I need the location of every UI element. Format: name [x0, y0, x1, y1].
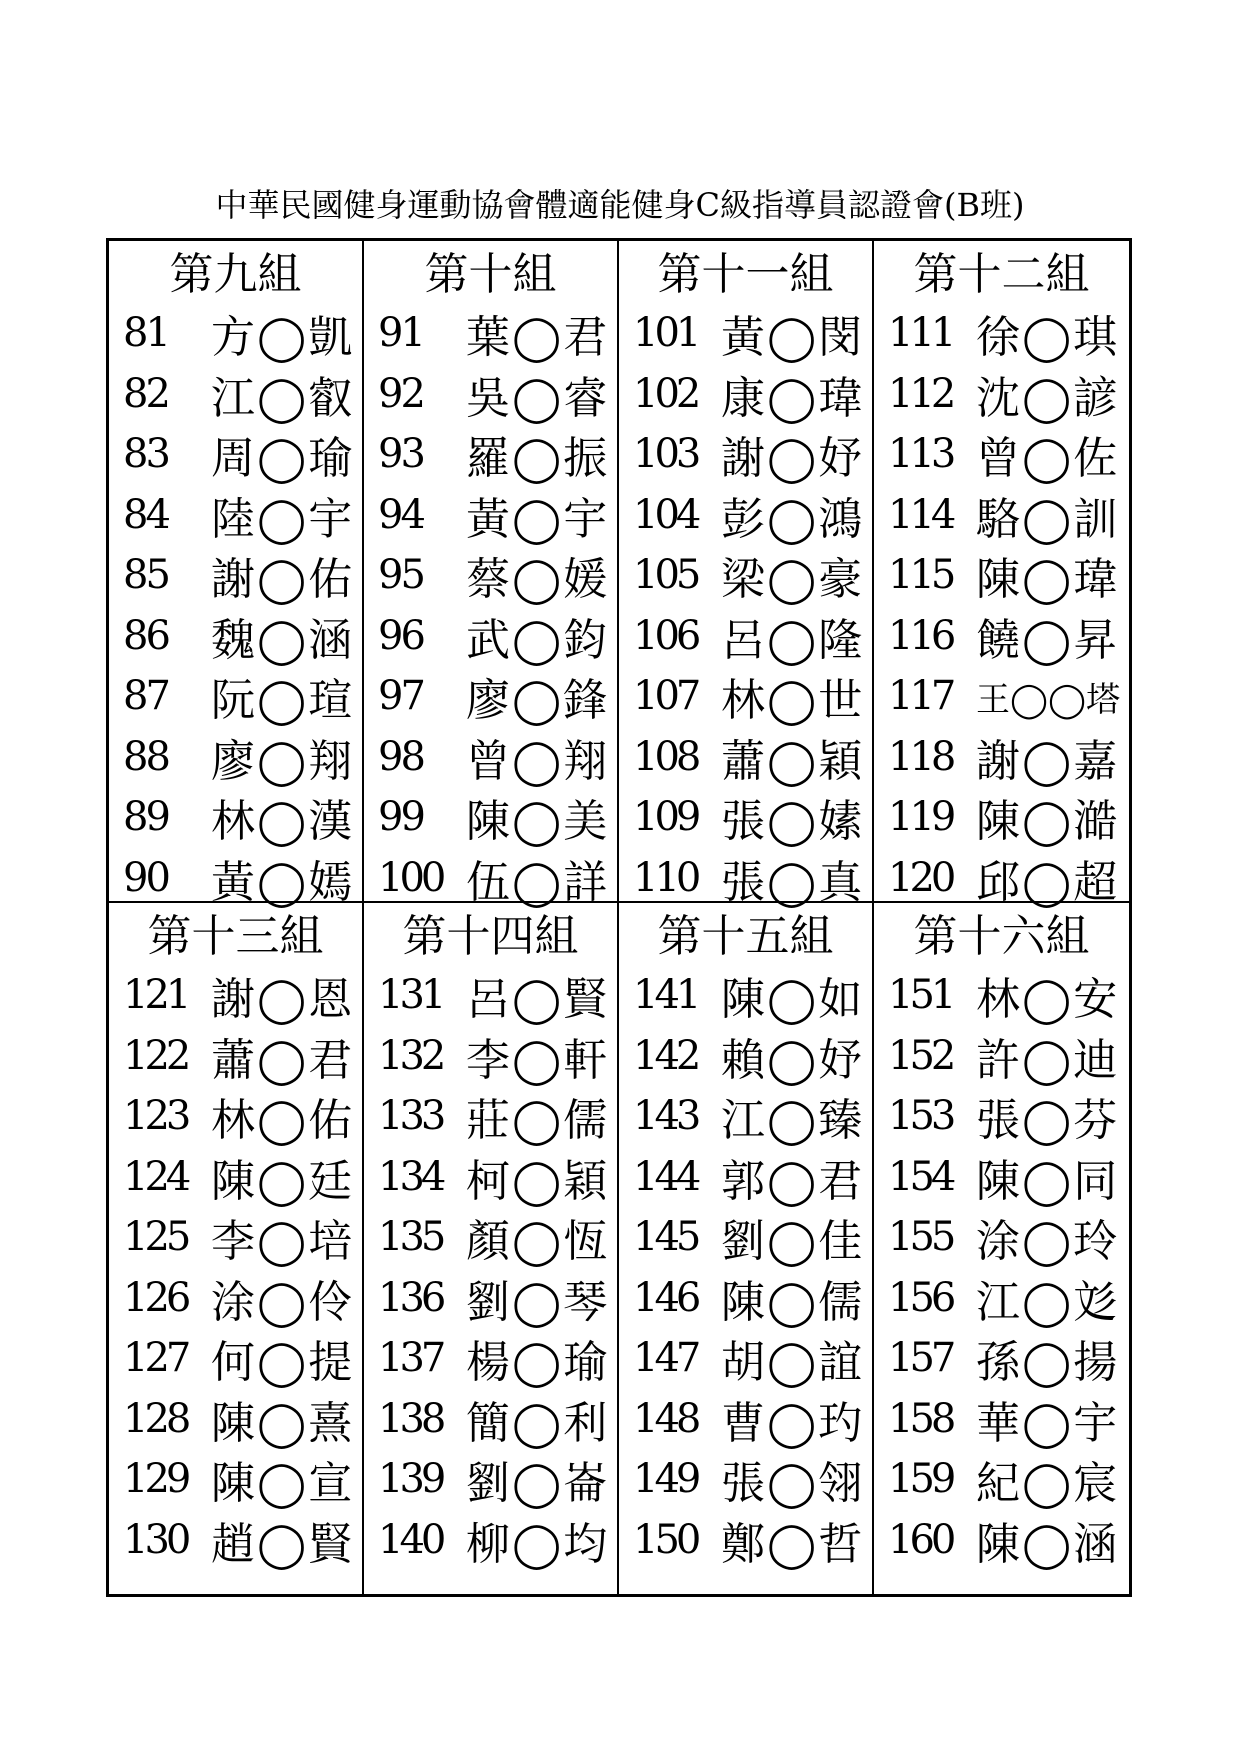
member-number: 155 — [888, 1214, 953, 1261]
member-name: 陳◯如 — [721, 974, 865, 1026]
group-cell — [619, 903, 874, 1594]
member-row — [364, 424, 617, 485]
member-name: 彭◯鴻 — [721, 493, 865, 545]
member-number: 127 — [123, 1335, 188, 1382]
group-cell — [364, 241, 619, 908]
member-name: 羅◯振 — [466, 433, 610, 485]
member-number: 117 — [888, 673, 953, 720]
member-row — [364, 606, 617, 667]
member-name: 蔡◯媛 — [466, 554, 610, 606]
member-number: 115 — [888, 552, 953, 599]
member-number: 133 — [378, 1093, 443, 1140]
member-name: 何◯提 — [211, 1337, 355, 1389]
member-row — [364, 1026, 617, 1087]
member-number: 126 — [123, 1274, 188, 1321]
member-row — [619, 666, 872, 727]
member-row — [364, 1207, 617, 1268]
member-number: 160 — [888, 1516, 953, 1563]
member-number: 92 — [378, 370, 423, 417]
member-name: 林◯世 — [721, 675, 865, 727]
group-title: 第十四組 — [402, 911, 579, 962]
member-name: 莊◯儒 — [466, 1095, 610, 1147]
member-number: 135 — [378, 1214, 443, 1261]
member-row — [364, 1086, 617, 1147]
member-row — [364, 1449, 617, 1510]
member-row — [109, 965, 362, 1026]
member-name: 張◯芬 — [976, 1095, 1120, 1147]
member-number: 109 — [633, 794, 698, 841]
member-name: 魏◯涵 — [211, 614, 355, 666]
member-number: 118 — [888, 733, 953, 780]
member-row — [619, 1449, 872, 1510]
member-row — [874, 1328, 1129, 1389]
member-row — [619, 965, 872, 1026]
member-number: 136 — [378, 1274, 443, 1321]
member-number: 156 — [888, 1274, 953, 1321]
group-cell — [619, 241, 874, 908]
member-name: 曾◯佐 — [976, 433, 1120, 485]
member-name: 鄭◯哲 — [721, 1518, 865, 1570]
member-number: 99 — [378, 794, 423, 841]
member-name: 柯◯穎 — [466, 1155, 610, 1207]
group-table — [106, 238, 1132, 1597]
member-row — [364, 364, 617, 425]
member-row — [109, 848, 362, 909]
member-number: 91 — [378, 310, 423, 357]
member-number: 104 — [633, 491, 698, 538]
member-name: 賴◯妤 — [721, 1034, 865, 1086]
group-cell — [874, 903, 1129, 1594]
member-row — [364, 727, 617, 788]
group-title: 第十六組 — [913, 911, 1090, 962]
member-name: 陳◯同 — [976, 1155, 1120, 1207]
member-number: 128 — [123, 1395, 188, 1442]
member-number: 97 — [378, 673, 423, 720]
member-name: 曾◯翔 — [466, 735, 610, 787]
member-name: 周◯瑜 — [211, 433, 355, 485]
member-name: 方◯凱 — [211, 312, 355, 364]
member-name: 林◯漢 — [211, 796, 355, 848]
member-number: 153 — [888, 1093, 953, 1140]
member-number: 98 — [378, 733, 423, 780]
member-number: 122 — [123, 1032, 188, 1079]
member-name: 葉◯君 — [466, 312, 610, 364]
member-number: 134 — [378, 1153, 443, 1200]
member-row — [874, 1086, 1129, 1147]
member-name: 張◯嫊 — [721, 796, 865, 848]
member-name: 趙◯賢 — [211, 1518, 355, 1570]
member-row — [109, 545, 362, 606]
member-row — [109, 485, 362, 546]
member-row — [874, 1389, 1129, 1450]
member-name: 孫◯揚 — [976, 1337, 1120, 1389]
member-name: 謝◯嘉 — [976, 735, 1120, 787]
member-row — [874, 606, 1129, 667]
member-name: 顏◯恆 — [466, 1216, 610, 1268]
member-name: 江◯臻 — [721, 1095, 865, 1147]
member-number: 84 — [123, 491, 168, 538]
member-row — [619, 727, 872, 788]
member-number: 137 — [378, 1335, 443, 1382]
group-cell — [364, 903, 619, 1594]
member-row — [109, 364, 362, 425]
member-row — [364, 545, 617, 606]
member-row — [109, 1207, 362, 1268]
member-row — [109, 1328, 362, 1389]
member-row — [619, 787, 872, 848]
member-name: 紀◯宸 — [976, 1458, 1120, 1510]
member-number: 93 — [378, 431, 423, 478]
member-name: 林◯佑 — [211, 1095, 355, 1147]
member-name: 胡◯誼 — [721, 1337, 865, 1389]
member-row — [364, 485, 617, 546]
member-number: 111 — [888, 310, 953, 357]
member-number: 149 — [633, 1456, 698, 1503]
member-row — [874, 424, 1129, 485]
member-row — [619, 1510, 872, 1571]
member-row — [874, 1026, 1129, 1087]
member-name: 蕭◯穎 — [721, 735, 865, 787]
group-cell — [109, 903, 364, 1594]
member-row — [619, 1268, 872, 1329]
member-row — [619, 545, 872, 606]
member-name: 饒◯昇 — [976, 614, 1120, 666]
member-name: 華◯宇 — [976, 1397, 1120, 1449]
member-name: 李◯培 — [211, 1216, 355, 1268]
member-number: 107 — [633, 673, 698, 720]
member-row — [619, 1086, 872, 1147]
member-number: 143 — [633, 1093, 698, 1140]
member-name: 涂◯玲 — [976, 1216, 1120, 1268]
member-name: 黃◯嫣 — [211, 856, 355, 908]
member-row — [364, 303, 617, 364]
member-number: 113 — [888, 431, 953, 478]
member-name: 陳◯廷 — [211, 1155, 355, 1207]
member-number: 90 — [123, 854, 168, 901]
member-number: 120 — [888, 854, 953, 901]
member-name: 陸◯宇 — [211, 493, 355, 545]
member-row — [109, 1449, 362, 1510]
member-number: 142 — [633, 1032, 698, 1079]
member-number: 87 — [123, 673, 168, 720]
member-row — [109, 303, 362, 364]
member-number: 89 — [123, 794, 168, 841]
member-name: 阮◯瑄 — [211, 675, 355, 727]
member-name: 謝◯恩 — [211, 974, 355, 1026]
member-name: 陳◯美 — [466, 796, 610, 848]
document-title: 中華民國健身運動協會體適能健身C級指導員認證會(B班) — [215, 186, 1025, 224]
member-name: 林◯安 — [976, 974, 1120, 1026]
member-name: 駱◯訓 — [976, 493, 1120, 545]
member-number: 154 — [888, 1153, 953, 1200]
member-name: 伍◯詳 — [466, 856, 610, 908]
member-number: 146 — [633, 1274, 698, 1321]
member-name: 簡◯利 — [466, 1397, 610, 1449]
member-number: 131 — [378, 972, 443, 1019]
member-number: 145 — [633, 1214, 698, 1261]
member-name: 江◯彣 — [976, 1276, 1120, 1328]
member-row — [364, 1510, 617, 1571]
member-number: 150 — [633, 1516, 698, 1563]
member-number: 152 — [888, 1032, 953, 1079]
member-row — [109, 666, 362, 727]
member-number: 141 — [633, 972, 698, 1019]
group-cell — [874, 241, 1129, 908]
member-name: 陳◯瑋 — [976, 554, 1120, 606]
member-row — [874, 1449, 1129, 1510]
member-number: 88 — [123, 733, 168, 780]
member-row — [874, 1207, 1129, 1268]
member-name: 楊◯瑜 — [466, 1337, 610, 1389]
member-number: 82 — [123, 370, 168, 417]
member-row — [619, 364, 872, 425]
member-row — [874, 965, 1129, 1026]
member-name: 陳◯儒 — [721, 1276, 865, 1328]
member-row — [619, 485, 872, 546]
group-cell — [109, 241, 364, 908]
member-row — [109, 1268, 362, 1329]
member-name: 陳◯涵 — [976, 1518, 1120, 1570]
member-number: 94 — [378, 491, 423, 538]
member-row — [874, 364, 1129, 425]
member-row — [364, 965, 617, 1026]
member-number: 130 — [123, 1516, 188, 1563]
member-row — [109, 1026, 362, 1087]
member-row — [364, 1268, 617, 1329]
member-name: 邱◯超 — [976, 856, 1120, 908]
member-row — [874, 727, 1129, 788]
member-name: 張◯真 — [721, 856, 865, 908]
member-number: 123 — [123, 1093, 188, 1140]
member-name: 柳◯均 — [466, 1518, 610, 1570]
member-name: 陳◯澔 — [976, 796, 1120, 848]
member-row — [109, 1147, 362, 1208]
member-number: 83 — [123, 431, 168, 478]
member-name: 廖◯翔 — [211, 735, 355, 787]
member-number: 158 — [888, 1395, 953, 1442]
member-name: 康◯瑋 — [721, 372, 865, 424]
member-number: 110 — [633, 854, 698, 901]
member-number: 132 — [378, 1032, 443, 1079]
member-number: 116 — [888, 612, 953, 659]
member-number: 147 — [633, 1335, 698, 1382]
member-name: 謝◯佑 — [211, 554, 355, 606]
member-name: 江◯叡 — [211, 372, 355, 424]
group-title: 第十二組 — [913, 249, 1090, 300]
member-number: 119 — [888, 794, 953, 841]
member-row — [619, 848, 872, 909]
member-number: 108 — [633, 733, 698, 780]
member-name: 涂◯伶 — [211, 1276, 355, 1328]
member-number: 86 — [123, 612, 168, 659]
member-row — [619, 1147, 872, 1208]
member-number: 125 — [123, 1214, 188, 1261]
member-name: 陳◯熹 — [211, 1397, 355, 1449]
member-number: 140 — [378, 1516, 443, 1563]
member-number: 103 — [633, 431, 698, 478]
member-number: 139 — [378, 1456, 443, 1503]
member-row — [364, 848, 617, 909]
member-number: 129 — [123, 1456, 188, 1503]
member-row — [619, 1026, 872, 1087]
member-number: 151 — [888, 972, 953, 1019]
member-row — [109, 1086, 362, 1147]
member-number: 100 — [378, 854, 443, 901]
member-name: 黃◯閔 — [721, 312, 865, 364]
member-name: 廖◯鋒 — [466, 675, 610, 727]
member-number: 81 — [123, 310, 168, 357]
member-number: 96 — [378, 612, 423, 659]
member-row — [874, 485, 1129, 546]
member-row — [874, 848, 1129, 909]
member-row — [364, 1147, 617, 1208]
member-number: 95 — [378, 552, 423, 599]
member-row — [619, 303, 872, 364]
group-title: 第九組 — [169, 249, 302, 300]
member-row — [874, 1147, 1129, 1208]
member-number: 112 — [888, 370, 953, 417]
member-name: 曹◯玓 — [721, 1397, 865, 1449]
member-row — [109, 727, 362, 788]
member-row — [364, 666, 617, 727]
member-name: 李◯軒 — [466, 1034, 610, 1086]
member-name: 武◯鈞 — [466, 614, 610, 666]
member-name: 劉◯崙 — [466, 1458, 610, 1510]
member-row — [619, 1389, 872, 1450]
member-number: 144 — [633, 1153, 698, 1200]
member-number: 114 — [888, 491, 953, 538]
member-name: 張◯翎 — [721, 1458, 865, 1510]
member-name: 許◯迪 — [976, 1034, 1120, 1086]
member-name: 徐◯琪 — [976, 312, 1120, 364]
member-name: 劉◯琴 — [466, 1276, 610, 1328]
member-name: 陳◯宣 — [211, 1458, 355, 1510]
member-name: 黃◯宇 — [466, 493, 610, 545]
group-title: 第十三組 — [147, 911, 324, 962]
member-name: 吳◯睿 — [466, 372, 610, 424]
member-number: 157 — [888, 1335, 953, 1382]
member-row — [619, 424, 872, 485]
member-row — [874, 1268, 1129, 1329]
member-name: 沈◯諺 — [976, 372, 1120, 424]
member-number: 105 — [633, 552, 698, 599]
member-number: 148 — [633, 1395, 698, 1442]
member-row — [109, 424, 362, 485]
member-row — [874, 1510, 1129, 1571]
member-number: 102 — [633, 370, 698, 417]
member-row — [619, 1207, 872, 1268]
member-row — [109, 787, 362, 848]
member-number: 138 — [378, 1395, 443, 1442]
member-row — [874, 666, 1129, 727]
member-name: 郭◯君 — [721, 1155, 865, 1207]
member-number: 101 — [633, 310, 698, 357]
member-number: 159 — [888, 1456, 953, 1503]
group-title: 第十一組 — [657, 249, 834, 300]
member-row — [109, 606, 362, 667]
member-row — [874, 787, 1129, 848]
member-row — [109, 1510, 362, 1571]
member-row — [874, 545, 1129, 606]
group-title: 第十組 — [424, 249, 557, 300]
member-name: 梁◯豪 — [721, 554, 865, 606]
member-name: 呂◯隆 — [721, 614, 865, 666]
member-name: 劉◯佳 — [721, 1216, 865, 1268]
member-number: 85 — [123, 552, 168, 599]
member-row — [364, 1389, 617, 1450]
member-row — [619, 1328, 872, 1389]
member-number: 124 — [123, 1153, 188, 1200]
member-number: 121 — [123, 972, 188, 1019]
member-name: 王◯◯塔 — [976, 679, 1121, 720]
member-name: 謝◯妤 — [721, 433, 865, 485]
member-row — [619, 606, 872, 667]
member-name: 蕭◯君 — [211, 1034, 355, 1086]
member-row — [364, 1328, 617, 1389]
member-name: 呂◯賢 — [466, 974, 610, 1026]
group-title: 第十五組 — [657, 911, 834, 962]
member-row — [874, 303, 1129, 364]
member-number: 106 — [633, 612, 698, 659]
member-row — [109, 1389, 362, 1450]
member-row — [364, 787, 617, 848]
